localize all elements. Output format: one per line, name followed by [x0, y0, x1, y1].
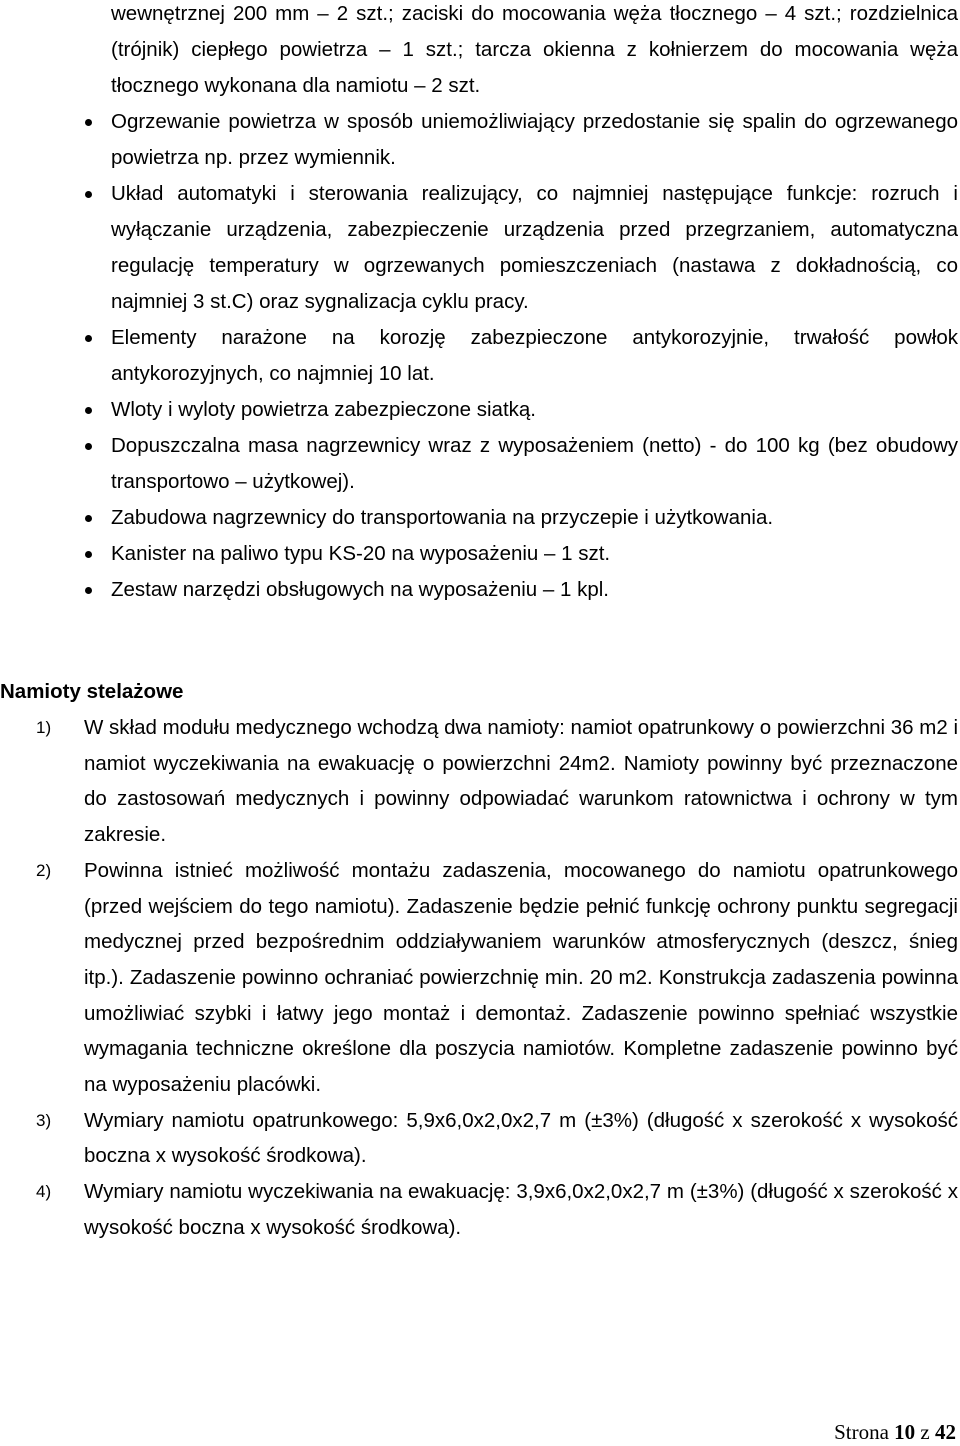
list-item-text: Ogrzewanie powietrza w sposób uniemożliwiający przedostanie się spalin do ogrzewanego powietrza np. przez wymiennik.	[111, 110, 958, 169]
list-item	[0, 176, 960, 320]
list-item	[0, 104, 960, 176]
list-item-text: Wymiary namiotu wyczekiwania na ewakuację: 3,9x6,0x2,0x2,7 m (±3%) (długość x szerokość x wysokość boczna x wysokość środkowa).	[84, 1180, 958, 1239]
list-item-text: wewnętrznej 200 mm – 2 szt.; zaciski do mocowania węża tłocznego – 4 szt.; rozdzielnica (trójnik) ciepłego powietrza – 1 szt.; tarcza okienna z kołnierzem do mocowania węża tłocznego wykonana dla namiotu – 2 szt.	[111, 2, 958, 97]
list-item-number: 3)	[36, 1110, 52, 1130]
list-item-text: W skład modułu medycznego wchodzą dwa namioty: namiot opatrunkowy o powierzchni 36 m2 i namiot wyczekiwania na ewakuację o powierzchni 24m2. Namioty powinny być przeznaczone do zastosowań medycznych i powinny odpowiadać warunkom ratownictwa i ochrony w tym zakresie.	[84, 716, 958, 847]
list-item-text: Zabudowa nagrzewnicy do transportowania na przyczepie i użytkowania.	[111, 506, 774, 529]
list-item	[0, 536, 960, 572]
bullet-icon	[85, 407, 92, 414]
list-item	[0, 392, 960, 428]
bullet-icon	[85, 515, 92, 522]
numbered-list	[0, 710, 960, 1246]
bullet-icon	[85, 443, 92, 450]
section-heading: Namioty stelażowe	[0, 680, 184, 703]
list-item-text: Kanister na paliwo typu KS-20 na wyposażeniu – 1 szt.	[111, 542, 611, 565]
bullet-list	[0, 0, 960, 608]
list-item-text: Dopuszczalna masa nagrzewnicy wraz z wyposażeniem (netto) - do 100 kg (bez obudowy transportowo – użytkowej).	[111, 434, 958, 493]
list-item	[0, 1174, 960, 1245]
list-item-number: 1)	[36, 718, 52, 737]
bullet-icon	[85, 119, 92, 126]
current-page: 10	[894, 1420, 916, 1444]
list-item	[0, 853, 960, 1103]
list-item-number: 2)	[36, 860, 52, 880]
list-item-number: 4)	[36, 1182, 52, 1202]
list-item	[0, 572, 960, 608]
list-item-text: Wloty i wyloty powietrza zabezpieczone siatką.	[111, 398, 536, 421]
list-item-text: Układ automatyki i sterowania realizujący, co najmniej następujące funkcje: rozruch i wyłączanie urządzenia, zabezpieczenie urządzenia przed przegrzaniem, automatyczna regulację temperatury w ogrzewanych pomieszczeniach (nastawa z dokładnością, co najmniej 3 st.C) oraz sygnalizacja cyklu pracy.	[111, 182, 958, 313]
total-pages: 42	[935, 1420, 956, 1444]
list-item	[0, 0, 960, 104]
bullet-icon	[85, 587, 92, 594]
list-item-text: Powinna istnieć możliwość montażu zadaszenia, mocowanego do namiotu opatrunkowego (przed wejściem do tego namiotu). Zadaszenie będzie pełnić funkcję ochrony punktu segregacji medycznej przed bezpośrednim oddziaływaniem warunków atmosferycznych (deszcz, śnieg itp.). Zadaszenie powinno ochraniać powierzchnię min. 20 m2. Konstrukcja zadaszenia powinna umożliwiać szybki i łatwy jego montaż i demontaż. Zadaszenie powinno spełniać wszystkie wymagania techniczne określone dla poszycia namiotów. Kompletne zadaszenie powinno być na wyposażeniu placówki.	[84, 858, 958, 1097]
page-label: Strona	[834, 1420, 889, 1444]
bullet-icon	[85, 191, 92, 198]
list-item	[0, 428, 960, 500]
page-number	[834, 1419, 956, 1445]
bullet-icon	[85, 551, 92, 558]
list-item	[0, 500, 960, 536]
page-separator: z	[920, 1420, 930, 1444]
bullet-icon	[85, 335, 92, 342]
list-item	[0, 710, 960, 853]
list-item-text: Zestaw narzędzi obsługowych na wyposażeniu – 1 kpl.	[111, 578, 609, 601]
list-item-text: Wymiary namiotu opatrunkowego: 5,9x6,0x2,0x2,7 m (±3%) (długość x szerokość x wysokość boczna x wysokość środkowa).	[84, 1108, 958, 1168]
list-item-text: Elementy narażone na korozję zabezpieczone antykorozyjnie, trwałość powłok antykorozyjnych, co najmniej 10 lat.	[111, 326, 958, 385]
list-item	[0, 1103, 960, 1174]
list-item	[0, 320, 960, 392]
